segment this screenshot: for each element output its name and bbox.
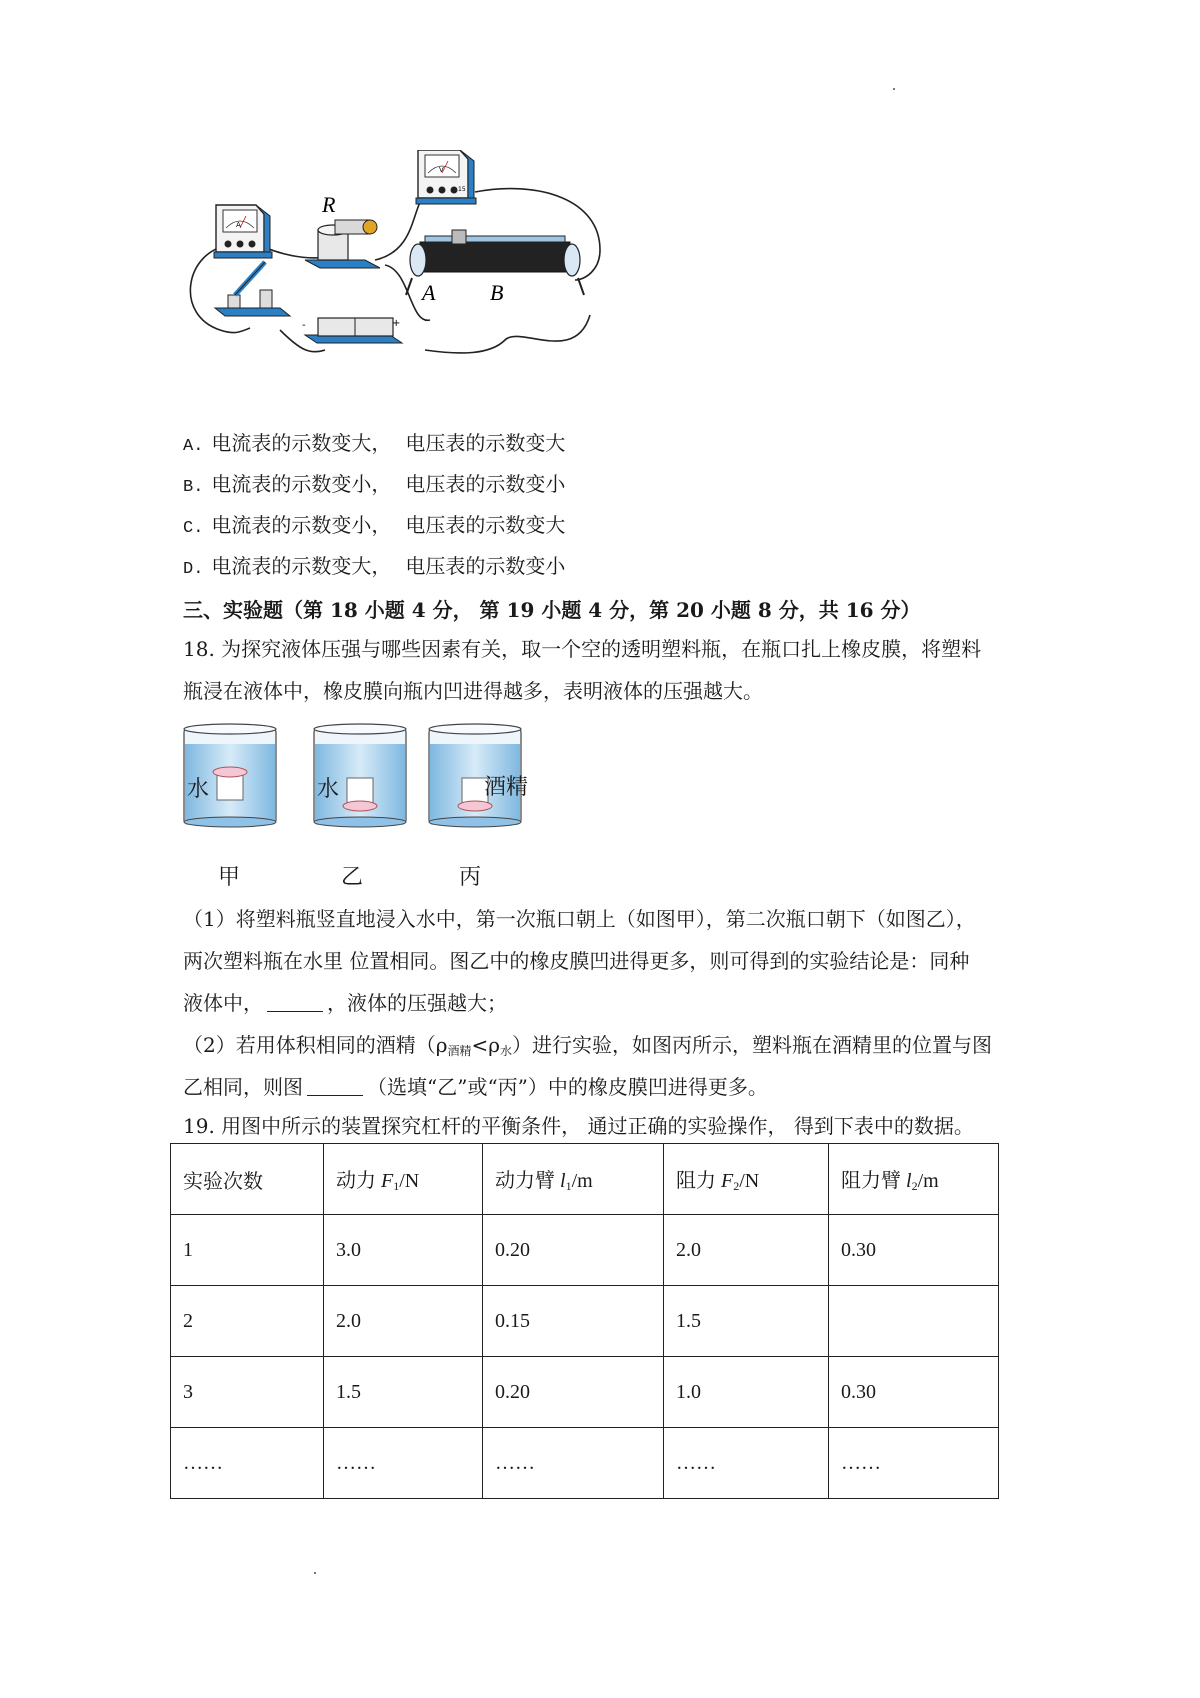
table-row [171, 1428, 999, 1499]
option-text-right: 电压表的示数变大 [405, 431, 566, 455]
svg-text:A: A [236, 221, 241, 229]
option-letter: A. [183, 437, 204, 456]
lever-data-table [170, 1143, 999, 1499]
text-fragment: 乙相同，则图 [183, 1075, 303, 1099]
figure-caption: 乙 [341, 865, 364, 890]
option-text-left: 电流表的示数变大， [211, 554, 392, 578]
option-letter: D. [183, 560, 204, 579]
option-c [183, 512, 565, 542]
table-cell: 0.20 [483, 1357, 664, 1428]
liquid-label: 水 [317, 777, 340, 802]
answer-blank[interactable] [307, 1077, 363, 1096]
table-cell: 0.30 [829, 1215, 999, 1286]
section-heading: 三、实验题（第 18 小题 4 分， 第 19 小题 4 分，第 20 小题 8 分，共 16 分） [183, 598, 921, 622]
table-cell: 1 [171, 1215, 324, 1286]
table-header-row [171, 1144, 999, 1215]
table-header-cell: 动力 $F_1/N$ [324, 1144, 483, 1215]
option-d [183, 553, 565, 583]
density-subscript: 酒精 [447, 1044, 472, 1058]
table-header-cell: 阻力 $F_2/N$ [664, 1144, 829, 1215]
table-cell: 1.0 [664, 1357, 829, 1428]
table-cell: 1.5 [324, 1357, 483, 1428]
option-text-right: 电压表的示数变小 [405, 554, 566, 578]
text-fragment: 液体中， [183, 991, 263, 1015]
q18-part1-line3 [183, 990, 507, 1016]
svg-text:B: B [490, 280, 504, 305]
table-header-cell: 实验次数 [171, 1144, 324, 1215]
table-cell: …… [483, 1428, 664, 1499]
svg-text:A: A [422, 280, 436, 305]
table-cell: …… [829, 1428, 999, 1499]
option-text-right: 电压表的示数变小 [405, 472, 566, 496]
liquid-label: 水 [187, 777, 210, 802]
table-row [171, 1215, 999, 1286]
text-fragment: <ρ [471, 1033, 501, 1057]
option-text-left: 电流表的示数变小， [211, 472, 392, 496]
q18-part2-line2 [183, 1074, 768, 1100]
rheostat [406, 230, 584, 305]
q18-stem-line1: 18. 为探究液体压强与哪些因素有关，取一个空的透明塑料瓶，在瓶口扎上橡皮膜，将塑料 [183, 637, 982, 661]
q18-part1-line1: （1）将塑料瓶竖直地浸入水中，第一次瓶口朝上（如图甲），第二次瓶口朝下（如图乙）， [183, 907, 976, 931]
option-text-left: 电流表的示数变大， [211, 431, 392, 455]
option-letter: C. [183, 519, 204, 538]
svg-text:R: R [322, 192, 336, 217]
table-row [171, 1357, 999, 1428]
circuit-diagram [180, 150, 640, 380]
density-subscript: 水 [500, 1044, 513, 1058]
ammeter [214, 205, 272, 258]
table-cell: …… [171, 1428, 324, 1499]
option-a [183, 430, 565, 460]
option-letter: B. [183, 478, 204, 497]
q18-stem-line2: 瓶浸在液体中，橡皮膜向瓶内凹进得越多，表明液体的压强越大。 [183, 679, 763, 703]
text-fragment: （2）若用体积相同的酒精（ρ [183, 1033, 448, 1057]
table-header-cell: 动力臂 $l_1/m$ [483, 1144, 664, 1215]
table-cell: 3 [171, 1357, 324, 1428]
option-text-right: 电压表的示数变大 [405, 513, 566, 537]
table-cell: 1.5 [664, 1286, 829, 1357]
table-cell: 3.0 [324, 1215, 483, 1286]
table-row [171, 1286, 999, 1357]
svg-text:V: V [439, 166, 444, 174]
stray-dot [314, 1572, 316, 1574]
svg-text:15: 15 [458, 186, 466, 193]
resistor [305, 192, 380, 268]
table-cell [829, 1286, 999, 1357]
text-fragment: ，液体的压强越大； [327, 991, 507, 1015]
answer-blank[interactable] [267, 993, 323, 1012]
table-cell: 2.0 [324, 1286, 483, 1357]
svg-text:-: - [302, 320, 306, 331]
text-fragment: ）进行实验，如图丙所示，塑料瓶在酒精里的位置与图 [512, 1033, 993, 1057]
q19-stem: 19. 用图中所示的装置探究杠杆的平衡条件， 通过正确的实验操作， 得到下表中的数据。 [183, 1114, 974, 1138]
stray-dot [893, 88, 895, 90]
table-cell: 0.30 [829, 1357, 999, 1428]
figure-caption: 甲 [218, 865, 241, 890]
option-text-left: 电流表的示数变小， [211, 513, 392, 537]
liquid-label: 酒精 [484, 775, 529, 800]
q18-part2-line1 [183, 1032, 992, 1064]
voltmeter [416, 150, 476, 204]
table-cell: …… [664, 1428, 829, 1499]
table-cell: 0.20 [483, 1215, 664, 1286]
text-fragment: （选填“乙”或“丙”）中的橡皮膜凹进得更多。 [367, 1075, 768, 1099]
battery [302, 318, 402, 343]
table-cell: …… [324, 1428, 483, 1499]
svg-text:+: + [392, 318, 401, 329]
table-cell: 0.15 [483, 1286, 664, 1357]
figure-caption: 丙 [459, 865, 482, 890]
table-cell: 2.0 [664, 1215, 829, 1286]
switch [215, 262, 290, 316]
table-cell: 2 [171, 1286, 324, 1357]
q18-part1-line2: 两次塑料瓶在水里 位置相同。图乙中的橡皮膜凹进得更多，则可得到的实验结论是：同种 [183, 949, 970, 973]
option-b [183, 471, 565, 501]
table-header-cell: 阻力臂 $l_2/m$ [829, 1144, 999, 1215]
